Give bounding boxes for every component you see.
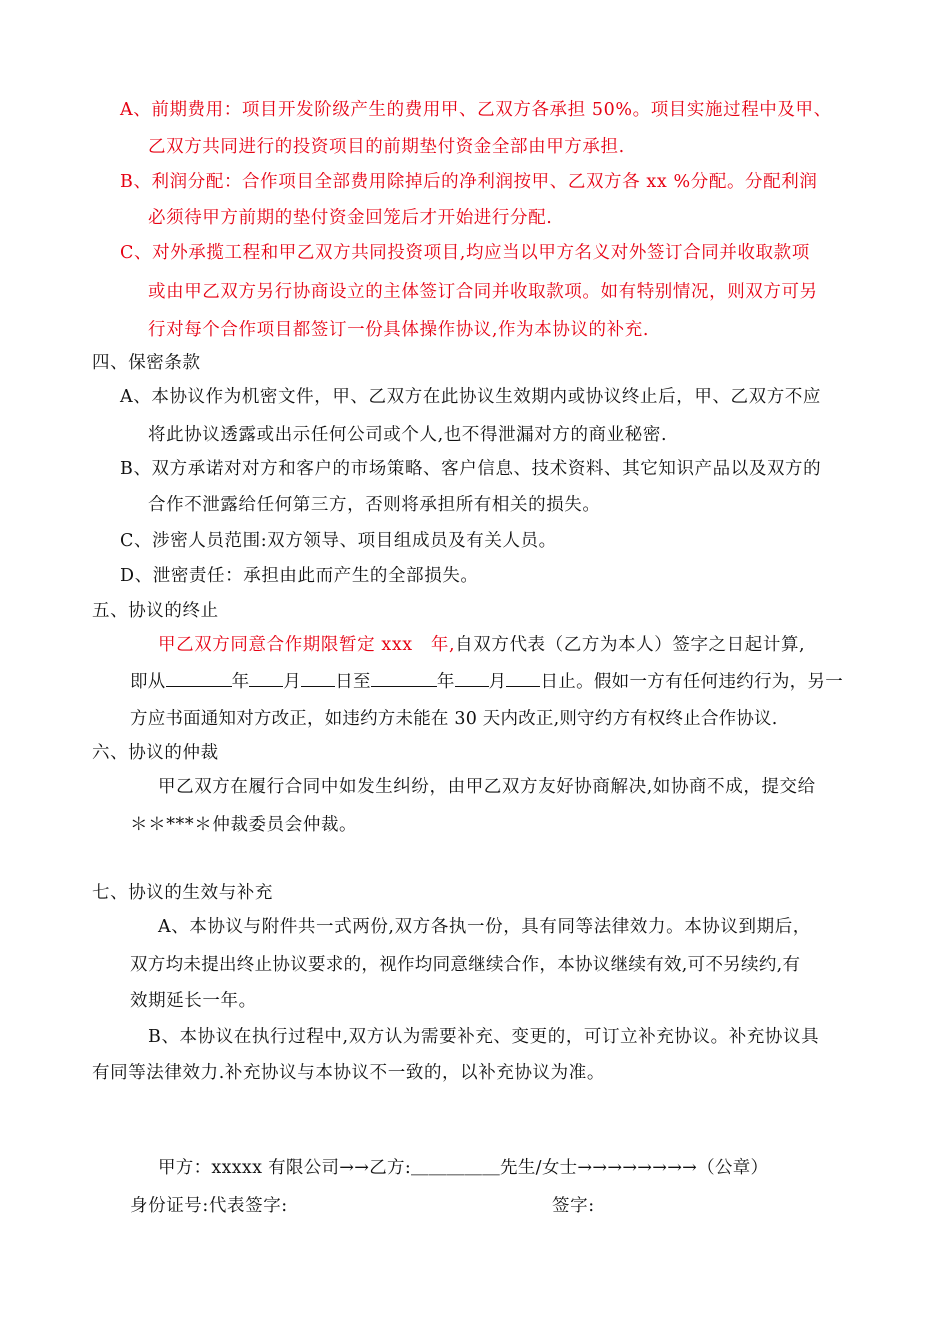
clause-7b-line2: 有同等法律效力.补充协议与本协议不一致的，以补充协议为准。: [92, 1063, 605, 1083]
end-month-blank[interactable]: [455, 670, 489, 687]
clause-3c-line2: 或由甲乙双方另行协商设立的主体签订合同并收取款项。如有特别情况，则双方可另: [148, 282, 818, 302]
clause-4c: C、涉密人员范围:双方领导、项目组成员及有关人员。: [120, 531, 557, 551]
end-year-blank[interactable]: [371, 670, 437, 687]
section-6-para-line1: 甲乙双方在履行合同中如发生纠纷，由甲乙双方友好协商解决,如协商不成，提交给: [158, 777, 816, 797]
clause-3a-line1: A、前期费用：项目开发阶级产生的费用甲、乙双方各承担 50%。项目实施过程中及甲、: [120, 100, 832, 120]
year-label-2: 年: [436, 672, 455, 692]
clause-3c-line1: C、对外承揽工程和甲乙双方共同投资项目,均应当以甲方名义对外签订合同并收取款项: [120, 243, 810, 263]
section-6-para-line2: ＊＊***＊仲裁委员会仲裁。: [130, 815, 358, 835]
section-5-para-line3: 方应书面通知对方改正，如违约方未能在 30 天内改正,则守约方有权终止合作协议.: [130, 709, 778, 729]
id-number-label: 身份证号:代表签字:: [130, 1196, 288, 1216]
clause-3b-line2: 必须待甲方前期的垫付资金回笼后才开始进行分配.: [148, 208, 553, 228]
year-label: 年: [231, 672, 250, 692]
clause-4b-line1: B、双方承诺对对方和客户的市场策略、客户信息、技术资料、其它知识产品以及双方的: [120, 459, 822, 479]
clause-3b-line1: B、利润分配：合作项目全部费用除掉后的净利润按甲、乙双方各 xx %分配。分配利润: [120, 172, 818, 192]
clause-4d: D、泄密责任：承担由此而产生的全部损失。: [120, 566, 479, 586]
end-day-blank[interactable]: [506, 670, 540, 687]
start-month-blank[interactable]: [249, 670, 283, 687]
clause-4b-line2: 合作不泄露给任何第三方，否则将承担所有相关的损失。: [148, 495, 601, 515]
breach-text: 日止。假如一方有任何违约行为，另一: [540, 672, 844, 692]
month-label-2: 月: [488, 672, 507, 692]
term-start-text: 自双方代表（乙方为本人）签字之日起计算,: [455, 635, 806, 655]
section-5-para-line1: [158, 634, 805, 656]
clause-7a-line2: 双方均未提出终止协议要求的，视作均同意继续合作，本协议继续有效,可不另续约,有: [130, 955, 801, 975]
clause-4a-line1: A、本协议作为机密文件，甲、乙双方在此协议生效期内或协议终止后，甲、乙双方不应: [120, 387, 822, 407]
section-5-heading: 五、协议的终止: [92, 601, 219, 621]
clause-7a-line3: 效期延长一年。: [130, 991, 257, 1011]
from-label: 即从: [130, 672, 166, 692]
month-label: 月: [283, 672, 302, 692]
signature-parties-line: 甲方：xxxxx 有限公司→→乙方:＿＿＿＿＿先生/女士→→→→→→→→（公章）: [158, 1158, 769, 1178]
start-day-blank[interactable]: [301, 670, 335, 687]
start-year-blank[interactable]: [166, 670, 232, 687]
clause-3c-line3: 行对每个合作项目都签订一份具体操作协议,作为本协议的补充.: [148, 320, 650, 340]
section-5-para-line2: [130, 670, 843, 693]
section-6-heading: 六、协议的仲裁: [92, 743, 219, 763]
clause-4a-line2: 将此协议透露或出示任何公司或个人,也不得泄漏对方的商业秘密.: [148, 425, 668, 445]
clause-3a-line2: 乙双方共同进行的投资项目的前期垫付资金全部由甲方承担.: [148, 137, 625, 157]
section-7-heading: 七、协议的生效与补充: [92, 883, 273, 903]
section-4-heading: 四、保密条款: [92, 353, 201, 373]
clause-7a-line1: A、本协议与附件共一式两份,双方各执一份，具有同等法律效力。本协议到期后，: [158, 917, 811, 937]
term-period-text: 甲乙双方同意合作期限暂定 xxx 年,: [158, 635, 456, 655]
signature-label: 签字:: [552, 1196, 595, 1216]
clause-7b-line1: B、本协议在执行过程中,双方认为需要补充、变更的，可订立补充协议。补充协议具: [148, 1027, 820, 1047]
day-to-label: 日至: [335, 672, 371, 692]
